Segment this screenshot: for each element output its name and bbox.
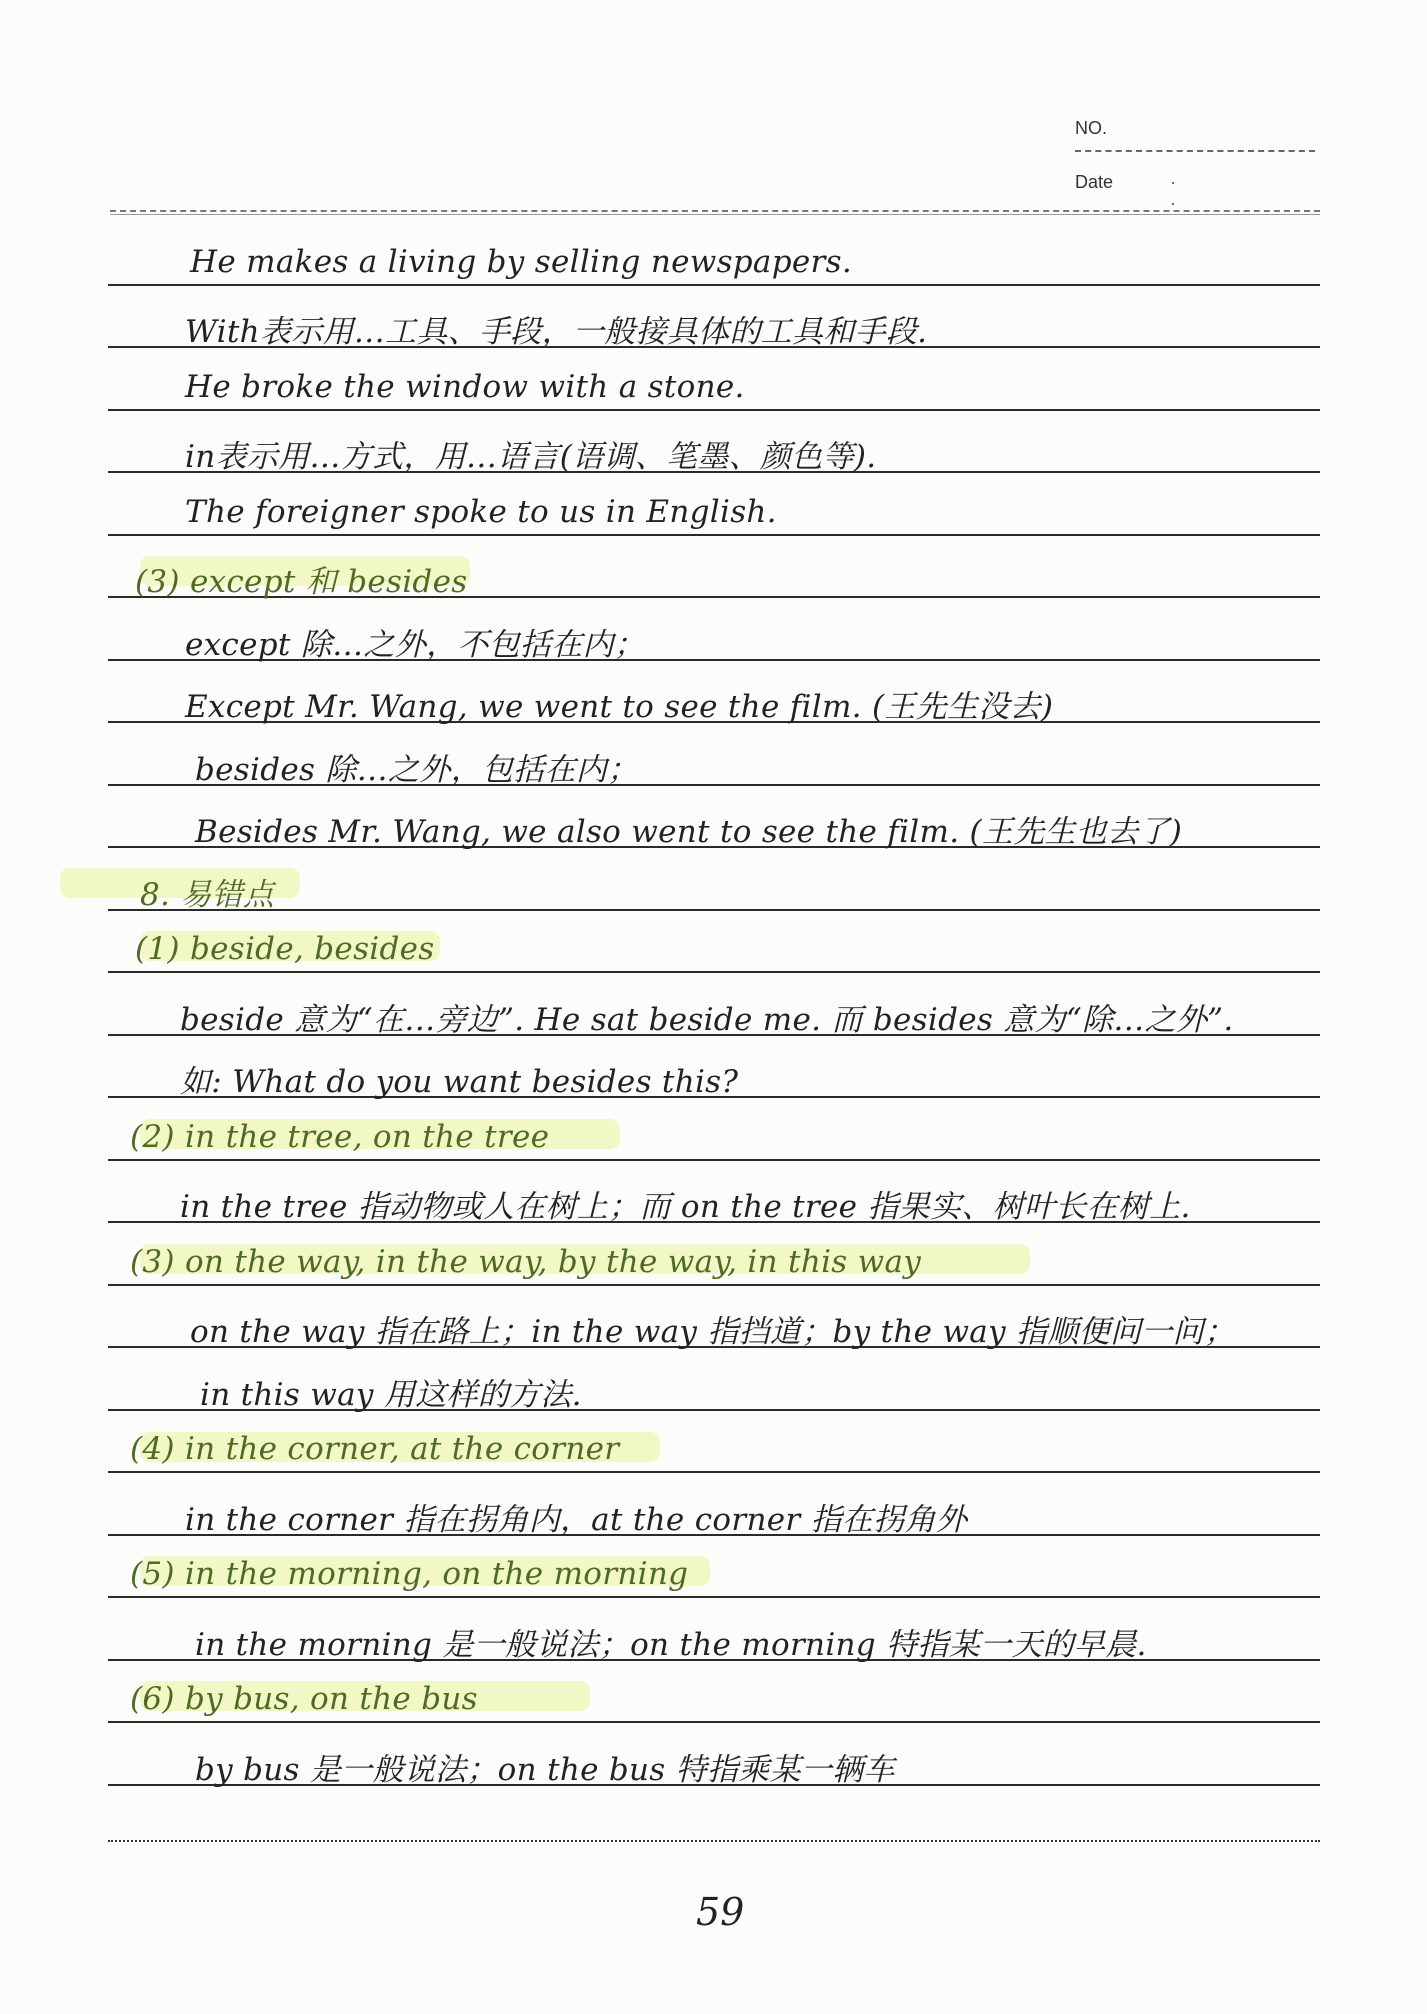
note-line: He broke the window with a stone. (185, 369, 745, 405)
note-line: The foreigner spoke to us in English. (185, 494, 777, 530)
top-rule (110, 210, 1320, 212)
bottom-rule (108, 1840, 1320, 1842)
date-marks: · · (1170, 172, 1210, 213)
note-line: With表示用…工具、手段，一般接具体的工具和手段. (185, 314, 928, 350)
ruled-line (108, 1471, 1320, 1473)
ruled-line (108, 284, 1320, 286)
note-line: by bus 是一般说法；on the bus 特指乘某一辆车 (195, 1752, 895, 1788)
note-heading: 8. 易错点 (140, 877, 275, 913)
note-line: except 除…之外，不包括在内； (185, 627, 646, 663)
note-line: in this way 用这样的方法. (200, 1377, 582, 1413)
note-heading: (6) by bus, on the bus (130, 1681, 478, 1717)
note-heading: (1) beside, besides (135, 931, 435, 967)
ruled-line (108, 409, 1320, 411)
note-line: in表示用…方式，用…语言(语调、笔墨、颜色等). (185, 439, 877, 475)
note-line: besides 除…之外，包括在内； (195, 752, 639, 788)
note-heading: (3) except 和 besides (135, 564, 468, 600)
top-rule-inner (110, 214, 1320, 215)
ruled-line (108, 971, 1320, 973)
note-line: in the corner 指在拐角内，at the corner 指在拐角外 (185, 1502, 968, 1538)
ruled-line (108, 1284, 1320, 1286)
ruled-line (108, 909, 1320, 911)
note-line: Except Mr. Wang, we went to see the film. (王先生没去) (185, 689, 1054, 725)
note-line: 如: What do you want besides this? (180, 1064, 739, 1100)
note-line: Besides Mr. Wang, we also went to see the film. (王先生也去了) (195, 814, 1183, 850)
note-line: beside 意为“在…旁边”. He sat beside me. 而 besides 意为“除…之外”. (180, 1002, 1234, 1038)
note-heading: (4) in the corner, at the corner (130, 1431, 620, 1467)
note-line: in the tree 指动物或人在树上；而 on the tree 指果实、树叶长在树上. (180, 1189, 1191, 1225)
ruled-line (108, 1596, 1320, 1598)
ruled-line (108, 1159, 1320, 1161)
note-heading: (2) in the tree, on the tree (130, 1119, 550, 1155)
note-line: in the morning 是一般说法；on the morning 特指某一天的早晨. (195, 1627, 1147, 1663)
page-number: 59 (696, 1890, 745, 1934)
header-date-label (1075, 172, 1210, 213)
ruled-line (108, 1721, 1320, 1723)
ruled-line (108, 534, 1320, 536)
note-line: on the way 指在路上；in the way 指挡道；by the way 指顺便问一问； (190, 1314, 1236, 1350)
note-line: He makes a living by selling newspapers. (190, 244, 852, 280)
note-heading: (5) in the morning, on the morning (130, 1556, 689, 1592)
date-label: Date (1075, 172, 1114, 192)
header-divider (1075, 150, 1315, 152)
note-heading: (3) on the way, in the way, by the way, in this way (130, 1244, 922, 1280)
header-no-label: NO. (1075, 118, 1108, 138)
